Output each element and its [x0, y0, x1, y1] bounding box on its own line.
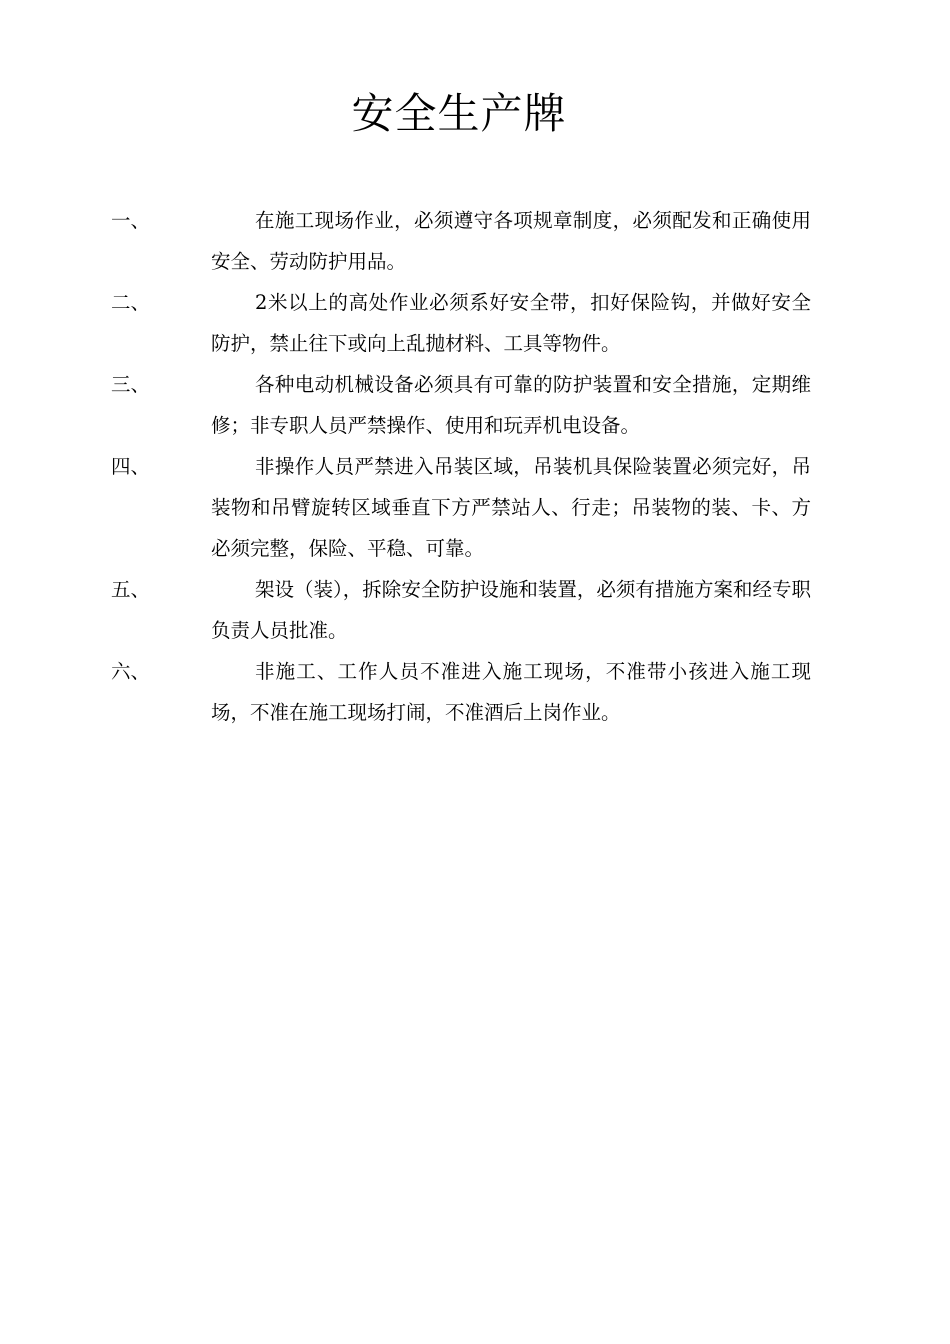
rule-text: 非施工、工作人员不准进入施工现场，不准带小孩进入施工现场，不准在施工现场打闹，不准酒后上岗作业。 [211, 660, 811, 724]
rule-number: 三、 [111, 373, 151, 396]
rule-number: 六、 [111, 660, 151, 683]
rule-item [111, 200, 811, 282]
rule-item [111, 651, 811, 733]
page-title: 安全生产牌 [351, 89, 567, 138]
rule-text: 架设（装），拆除安全防护设施和装置，必须有措施方案和经专职负责人员批准。 [211, 578, 811, 642]
rule-text: 在施工现场作业，必须遵守各项规章制度，必须配发和正确使用安全、劳动防护用品。 [211, 209, 811, 273]
rule-number: 五、 [111, 578, 151, 601]
rule-item [111, 446, 811, 569]
rule-item [111, 364, 811, 446]
rules-list [111, 200, 811, 733]
rule-text: 各种电动机械设备必须具有可靠的防护装置和安全措施，定期维修；非专职人员严禁操作、使用和玩弄机电设备。 [211, 373, 811, 437]
rule-text: 2米以上的高处作业必须系好安全带，扣好保险钩，并做好安全防护，禁止往下或向上乱抛材料、工具等物件。 [211, 291, 811, 355]
rule-number: 一、 [111, 209, 151, 232]
rule-item [111, 569, 811, 651]
rule-number: 四、 [111, 455, 151, 478]
rule-number: 二、 [111, 291, 151, 314]
rule-text: 非操作人员严禁进入吊装区域，吊装机具保险装置必须完好，吊装物和吊臂旋转区域垂直下方严禁站人、行走；吊装物的装、卡、方必须完整，保险、平稳、可靠。 [211, 455, 811, 560]
rule-item [111, 282, 811, 364]
